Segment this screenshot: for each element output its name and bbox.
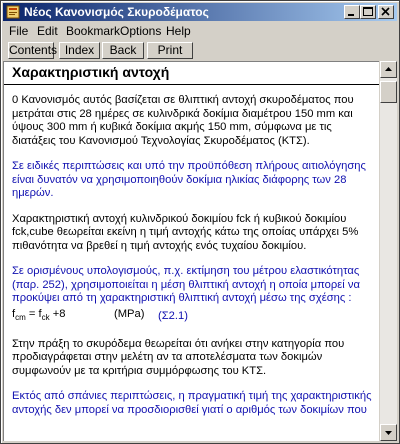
title-bar[interactable] xyxy=(3,3,397,21)
formula-reference-link[interactable]: (Σ2.1) xyxy=(158,309,188,322)
scroll-down-button[interactable] xyxy=(380,424,397,441)
scroll-up-button[interactable] xyxy=(380,61,397,78)
menu-bar xyxy=(3,22,397,40)
maximize-icon xyxy=(361,6,375,18)
close-button[interactable] xyxy=(378,5,394,19)
index-button[interactable]: Index xyxy=(59,42,100,59)
formula-fcm xyxy=(12,308,376,324)
book-icon xyxy=(6,5,20,19)
formula-expression: $f_{cm} = f_{ck} +8$ xyxy=(12,307,66,322)
window-title: Νέος Κανονισμός Σκυροδέματος xyxy=(24,5,209,19)
back-button[interactable]: Back xyxy=(102,42,144,59)
paragraph-characteristic-strength: Χαρακτηριστική αντοχή κυλινδρικού δοκιμίου fck ή κυβικού δοκιμίου fck,cube θεωρείται εκείνη η τιμή αντοχής κάτω της οποίας υπάρχει 5% πιθανότητα να βρεθεί η τιμή αντοχής ενός τυχαίου δοκιμίου. xyxy=(12,212,359,252)
menu-edit[interactable]: Edit xyxy=(37,24,58,38)
page-title: Χαρακτηριστική αντοχή xyxy=(12,64,170,80)
help-topic-pane xyxy=(3,61,379,441)
menu-options[interactable]: Options xyxy=(120,24,162,38)
topic-body xyxy=(12,94,376,429)
arrow-down-icon xyxy=(381,425,396,440)
topic-header xyxy=(4,62,379,85)
scroll-thumb[interactable] xyxy=(380,81,397,103)
paragraph-exceptions: Εκτός από σπάνιες περιπτώσεις, η πραγματική τιμή της χαρακτηριστικής αντοχής δεν μπορεί να προσδιορισθεί γιατί ο αριθμός των δοκιμίων που xyxy=(12,390,372,416)
minimize-button[interactable] xyxy=(344,5,360,19)
vertical-scrollbar[interactable] xyxy=(380,61,397,441)
print-button[interactable]: Print xyxy=(147,42,193,59)
contents-button[interactable]: Contents xyxy=(9,43,58,57)
paragraph-special-cases: Σε ειδικές περιπτώσεις και υπό την προϋπόθεση πλήρους αιτιολόγησης είναι δυνατόν να χρησιμοποιηθούν δοκίμια ηλικίας διάφορης των 28 ημερών. xyxy=(12,160,366,199)
arrow-up-icon xyxy=(381,62,396,77)
paragraph-mean-strength: Σε ορισμένους υπολογισμούς, π.χ. εκτίμηση του μέτρου ελαστικότητας (παρ. 252), χρησιμοποιείται η μέση θλιπτική αντοχή η οποία μπορεί να προκύψει από τη χαρακτηριστική θλιπτική αντοχή μέσω της σχέσης : xyxy=(12,265,360,304)
menu-bookmark[interactable]: Bookmark xyxy=(66,24,121,38)
minimize-icon xyxy=(345,6,359,18)
paragraph-conformity: Στην πράξη το σκυρόδεμα θεωρείται ότι ανήκει στην κατηγορία που προδιαγράφεται στην μελέτη αν τα αποτελέσματα των δοκιμών συμφωνούν με τα κριτήρια συμμόρφωσης του ΚΤΣ. xyxy=(12,337,345,377)
menu-file[interactable]: File xyxy=(9,24,29,38)
menu-help[interactable]: Help xyxy=(166,24,191,38)
toolbar xyxy=(3,41,397,61)
paragraph-intro: 0 Κανονισμός αυτός βασίζεται σε θλιπτική αντοχή σκυροδέματος που μετράται στις 28 ημέρες σε κυλινδρικά δοκίμια διαμέτρου 150 mm και ύψους 300 mm ή κυβικά δοκίμια ακμής 150 mm, σύμφωνα με τις διατάξεις του Κανονισμού Τεχνολογίας Σκυροδέματος (ΚΤΣ). xyxy=(12,94,354,147)
formula-unit: (MPa) xyxy=(114,307,145,320)
close-icon xyxy=(379,6,393,18)
maximize-button[interactable] xyxy=(360,5,376,19)
